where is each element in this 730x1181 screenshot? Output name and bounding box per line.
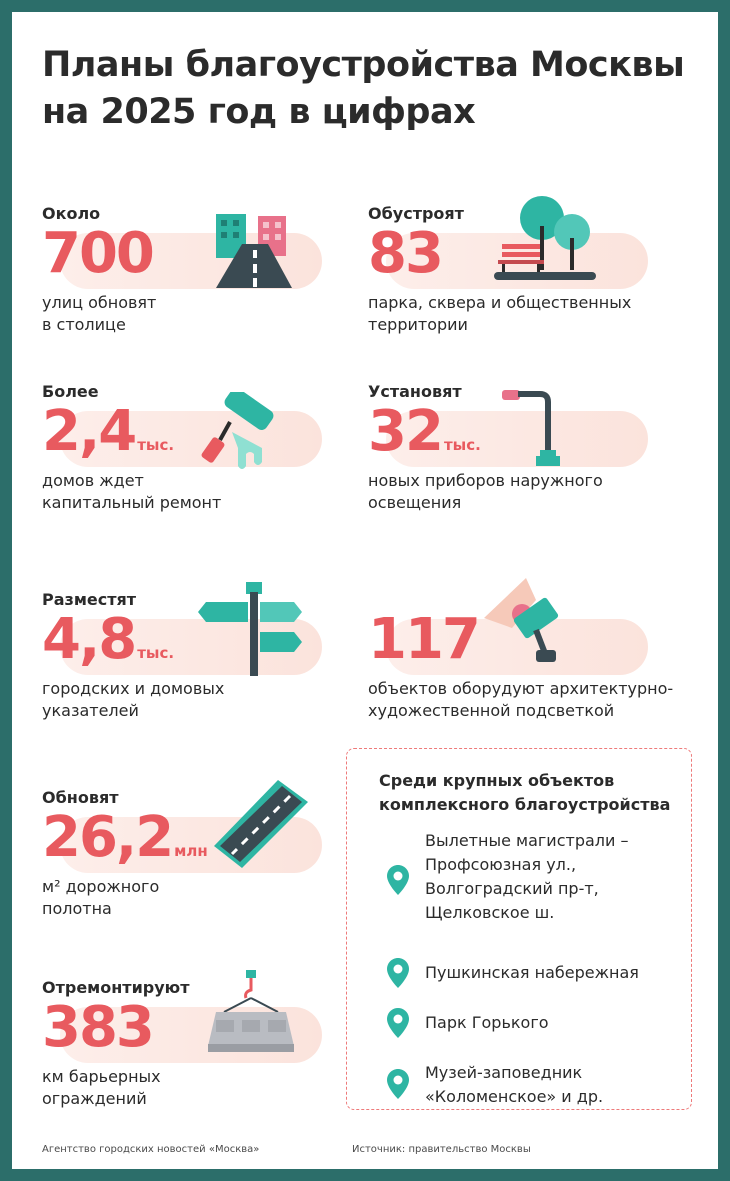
stat-prefix: Разместят — [42, 590, 137, 609]
stat-streets — [42, 204, 372, 354]
list-item-text: Музей-заповедник «Коломенское» и др. — [425, 1063, 604, 1106]
stat-value: 26,2 млн — [42, 805, 208, 870]
title-line-2: на 2025 год в цифрах — [42, 92, 476, 132]
stat-description: объектов оборудуют архитектурно- художественной подсветкой — [368, 679, 674, 720]
stat-description: домов ждет капитальный ремонт — [42, 471, 222, 512]
stat-description: м² дорожного полотна — [42, 877, 160, 918]
spotlight-icon — [476, 574, 576, 670]
stat-value: 32 тыс. — [368, 399, 481, 464]
park-bench-icon — [486, 196, 602, 290]
stat-prefix: Обустроят — [368, 204, 464, 223]
stat-value: 700 — [42, 221, 153, 286]
list-item-text: Пушкинская набережная — [425, 963, 639, 982]
stat-description: городских и домовых указателей — [42, 679, 225, 720]
stat-description: новых приборов наружного освещения — [368, 471, 603, 512]
road-segment-icon — [212, 776, 312, 872]
location-pin-icon — [387, 958, 409, 988]
stat-houses — [42, 382, 372, 532]
stat-value: 4,8 тыс. — [42, 607, 175, 672]
street-lamp-icon — [496, 384, 566, 470]
stat-prefix: Обновят — [42, 788, 119, 807]
signpost-icon — [190, 582, 302, 678]
list-item-text: Парк Горького — [425, 1013, 549, 1032]
footer-agency: Агентство городских новостей «Москва» — [42, 1144, 260, 1155]
stat-road — [42, 788, 372, 938]
box-title: Среди крупных объектов комплексного благоустройства — [379, 771, 671, 814]
stat-value: 383 — [42, 995, 153, 1060]
list-item-text: Вылетные магистрали – Профсоюзная ул., Волгоградский пр-т, Щелковское ш. — [425, 831, 629, 922]
stat-description: улиц обновят в столице — [42, 293, 157, 334]
stat-description: парка, сквера и общественных территории — [368, 293, 632, 334]
paint-roller-icon — [192, 392, 282, 472]
location-pin-icon — [387, 1008, 409, 1038]
location-pin-icon — [387, 1069, 409, 1099]
stat-illumination — [368, 590, 698, 740]
stat-parks — [368, 204, 698, 354]
location-pin-icon — [387, 865, 409, 895]
major-objects-box — [346, 748, 692, 1110]
stat-value: 2,4 тыс. — [42, 399, 175, 464]
footer-source: Источник: правительство Москвы — [352, 1144, 531, 1155]
stat-value: 117 — [368, 607, 479, 672]
infographic-card — [12, 12, 718, 1169]
concrete-barrier-icon — [202, 970, 302, 1060]
stat-prefix: Около — [42, 204, 101, 223]
city-road-icon — [212, 210, 302, 290]
stat-description: км барьерных ограждений — [42, 1067, 161, 1108]
stat-lights — [368, 382, 698, 532]
page-title — [42, 42, 702, 136]
stat-barriers — [42, 978, 372, 1128]
stat-signs — [42, 590, 372, 740]
stat-prefix: Установят — [368, 382, 462, 401]
stat-prefix: Отремонтируют — [42, 978, 190, 997]
stat-value: 83 — [368, 221, 442, 286]
title-line-1: Планы благоустройства Москвы — [42, 45, 685, 85]
stat-prefix: Более — [42, 382, 99, 401]
